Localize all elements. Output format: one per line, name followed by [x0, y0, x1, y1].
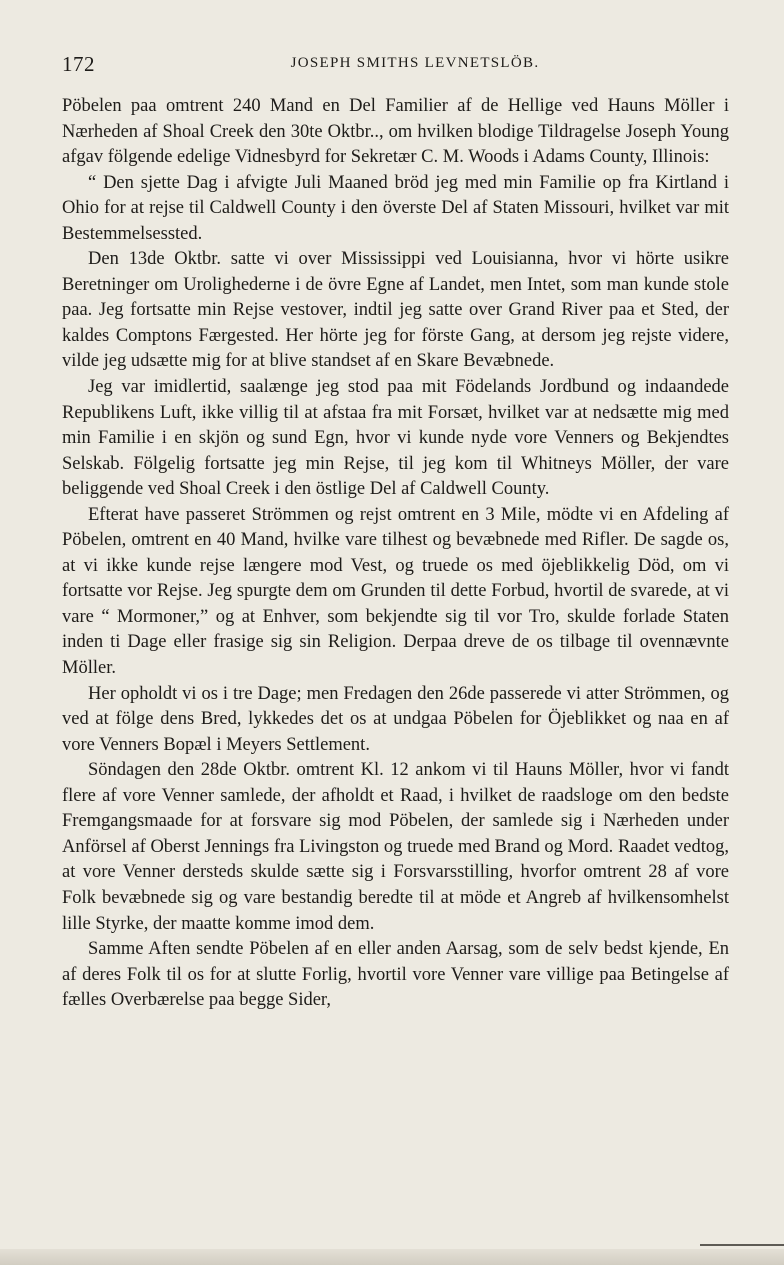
- body-text: [62, 94, 729, 1014]
- paragraph-4: Jeg var imidlertid, saalænge jeg stod paa mit Födelands Jordbund og indaandede Republikens Luft, ikke villig til at afstaa fra mit Forsæt, hvilket var at nedsætte mig med min Familie i en skjön og sund Egn, hvor vi kunde nyde vore Venners og Bekjendtes Selskab. Fölgelig fortsatte jeg min Rejse, til jeg kom til Whitneys Möller, der vare beliggende ved Shoal Creek i den östlige Del af Caldwell County.: [62, 377, 729, 500]
- page-edge-line: [700, 1244, 784, 1246]
- paragraph-5: Efterat have passeret Strömmen og rejst omtrent en 3 Mile, mödte vi en Afdeling af Pöbelen, omtrent en 40 Mand, hvilke vare tilhest og bevæbnede med Rifler. De sagde os, at vi ikke kunde rejse længere mod Vest, og truede os med öjeblikkelig Död, om vi fortsatte vor Rejse. Jeg spurgte dem om Grunden til dette Forbud, hvortil de svarede, at vi vare “ Mormoner,” og at Enhver, som bekjendte sig til vor Tro, skulde forlade Staten inden ti Dage eller frasige sig sin Religion. Derpaa dreve de os tilbage til ovennævnte Möller.: [62, 504, 729, 679]
- page-edge-shadow: [0, 1249, 784, 1265]
- page-header: [62, 52, 738, 82]
- paragraph-6: Her opholdt vi os i tre Dage; men Fredagen den 26de passerede vi atter Strömmen, og ved at fölge dens Bred, lykkedes det os at undgaa Pöbelen for Öjeblikket og naa en af vore Venners Bopæl i Meyers Settlement.: [62, 683, 729, 755]
- page-number: 172: [62, 52, 95, 76]
- paragraph-8: Samme Aften sendte Pöbelen af en eller anden Aarsag, som de selv bedst kjende, En af deres Folk til os for at slutte Forlig, hvortil vore Venner vare villige paa Betingelse af fælles Overbærelse paa begge Sider,: [62, 939, 729, 1011]
- paragraph-2: “ Den sjette Dag i afvigte Juli Maaned bröd jeg med min Familie op fra Kirtland i Ohio for at rejse til Caldwell County i den överste Del af Staten Missouri, hvilket var mit Bestemmelsessted.: [62, 172, 729, 244]
- paragraph-1: Pöbelen paa omtrent 240 Mand en Del Familier af de Hellige ved Hauns Möller i Nærheden af Shoal Creek den 30te Oktbr.., om hvilken blodige Tildragelse Joseph Young afgav fölgende edelige Vidnesbyrd for Sekretær C. M. Woods i Adams County, Illinois:: [62, 96, 729, 168]
- paragraph-7: Söndagen den 28de Oktbr. omtrent Kl. 12 ankom vi til Hauns Möller, hvor vi fandt flere af vore Venner samlede, der afholdt et Raad, i hvilket de raadsloge om den bedste Fremgangsmaade for at forsvare sig mod Pöbelen, der samlede sig i Nærheden under Anförsel af Oberst Jennings fra Livingston og truede med Brand og Mord. Raadet vedtog, at vore Venner dersteds skulde sætte sig i Forsvarsstilling, hvorfor omtrent 28 af vore Folk bevæbnede sig og vare bestandig beredte til at möde et Angreb af hvilkensomhelst lille Styrke, der maatte komme imod dem.: [62, 760, 729, 934]
- paragraph-3: Den 13de Oktbr. satte vi over Mississippi ved Louisianna, hvor vi hörte usikre Beretninger om Urolighederne i de övre Egne af Landet, men Intet, som man kunde stole paa. Jeg fortsatte min Rejse vestover, indtil jeg satte over Grand River paa et Sted, der kaldes Comptons Færgested. Her hörte jeg for förste Gang, at dersom jeg rejste videre, vilde jeg udsætte mig for at blive standset af en Skare Bevæbnede.: [62, 249, 729, 372]
- running-title: JOSEPH SMITHS LEVNETSLÖB.: [290, 55, 540, 71]
